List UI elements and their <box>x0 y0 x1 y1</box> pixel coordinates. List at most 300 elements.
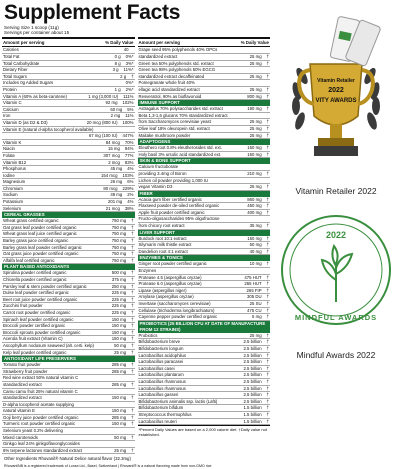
nutrient-amount: 2.5 billion <box>243 372 262 378</box>
nutrient-amount: 40 mg <box>249 248 262 254</box>
nutrient-dv: † <box>131 395 134 401</box>
nutrient-name: standardized extract <box>138 54 178 59</box>
awards-area <box>272 0 400 400</box>
trophy-brand: Vitamin Retailer <box>317 78 355 84</box>
nutrient-dv: 4% <box>127 166 134 172</box>
nutrient-name: Total Carbohydrate <box>3 60 40 66</box>
nutrient-amount: 2 mcg <box>108 159 120 165</box>
nutrient-name: Iron <box>3 113 11 119</box>
nutrient-dv: † <box>266 93 269 99</box>
nutrient-dv: † <box>266 223 269 229</box>
nutrient-amount: 2 g <box>120 73 127 79</box>
nutrient-amount: 250 mg <box>111 283 127 289</box>
nutrient-name: Bifidobacterium animalis ssp. lactis (Lafti) <box>138 398 218 404</box>
section-header: PROBIOTICS (25 BILLION CFU AT DATE OF MANUFACTURE FROM 12 STRAINS) <box>138 321 271 333</box>
nutrient-name: standardized extract <box>3 381 42 387</box>
nutrient-amount: 60 mg <box>110 106 123 112</box>
nutrient-dv: † <box>131 421 134 427</box>
nutrient-amount <box>127 375 129 381</box>
nutrient-row <box>138 353 271 360</box>
nutrient-name: from chicory root extract <box>138 223 185 229</box>
nutrient-amount: 50 mg <box>114 434 127 440</box>
nutrient-amount: 2 mg <box>110 113 121 119</box>
nutrient-dv <box>267 80 269 86</box>
nutrient-row <box>138 61 271 68</box>
nutrient-row <box>138 308 271 315</box>
nutrient-amount: 285 mg <box>111 362 127 368</box>
nutrient-name: Goji berry juice powder certified organic <box>3 414 79 420</box>
nutrient-row <box>2 323 135 330</box>
nutrient-name: Calcium fructoborate <box>138 164 179 170</box>
nutrient-dv <box>267 47 269 53</box>
nutrient-row <box>2 80 135 87</box>
nutrient-row <box>2 186 135 193</box>
nutrient-amount: 10 mg <box>249 261 262 267</box>
nutrient-name: Carrot root powder certified organic <box>3 309 71 315</box>
nutrient-dv: 83% <box>124 159 134 165</box>
nutrient-row <box>138 333 271 340</box>
nutrient-dv: 100% <box>122 119 134 125</box>
nutrient-name: Dietary Fiber <box>3 67 28 73</box>
nutrient-name: Vitamin B12 <box>3 159 27 165</box>
nutrient-row <box>138 216 271 223</box>
nutrient-dv: 2%* <box>125 86 134 92</box>
nutrient-name: Turmeric root powder certified organic <box>3 421 76 427</box>
nutrient-amount: 225 mg <box>111 290 127 296</box>
nutrient-row <box>2 94 135 101</box>
other-ingredients: Other Ingredients Rhovanil® Natural Delice natural flavor (32.3mg) <box>4 456 131 462</box>
nutrient-row <box>138 281 271 288</box>
nutrient-amount: 2.5 billion <box>243 385 262 391</box>
nutrient-name: Acerola fruit extract (Vitamin C) <box>3 336 63 342</box>
nutrient-amount: 25 mg <box>249 54 262 59</box>
nutrient-dv: † <box>266 372 269 378</box>
nutrient-row <box>138 268 271 275</box>
nutrient-dv: † <box>266 145 269 151</box>
nutrient-row <box>2 277 135 284</box>
nutrient-dv: † <box>131 218 134 224</box>
nutrient-name: Maitake mushroom powder <box>138 132 191 138</box>
nutrient-dv: † <box>266 314 269 320</box>
nutrient-row <box>138 412 271 419</box>
nutrient-name: Wheat grass leaf juice certified organic <box>3 231 77 237</box>
nutrient-dv: † <box>131 251 134 257</box>
nutrient-amount: 2.5 billion <box>243 359 262 365</box>
nutrient-row <box>138 249 271 256</box>
nutrient-amount <box>262 113 264 119</box>
nutrient-dv: † <box>266 151 269 157</box>
nutrient-amount: 5 mg <box>252 314 262 320</box>
nutrient-amount: 50 mg <box>114 342 127 348</box>
nutrient-name: Lactobacillus gasseri <box>138 392 179 398</box>
nutrient-dv: † <box>131 342 134 348</box>
nutrient-dv: † <box>266 398 269 404</box>
nutrient-amount: 150 mg <box>111 336 127 342</box>
nutrient-name: Bifidobacterium breve <box>138 339 181 345</box>
nutrient-row <box>138 405 271 412</box>
nutrient-name: Ginkgo leaf 24% ginkgoflavonglycosides <box>3 441 80 447</box>
nutrient-row <box>2 179 135 186</box>
nutrient-row <box>138 210 271 217</box>
nutrient-row <box>2 350 135 357</box>
nutrient-name: Beet root juice powder certified organic <box>3 296 78 302</box>
nutrient-name: Calcium <box>3 106 19 112</box>
nutrient-row <box>138 301 271 308</box>
nutrient-dv: † <box>266 405 269 411</box>
facts-columns <box>2 37 270 454</box>
nutrient-dv: 6% <box>127 179 134 185</box>
nutrient-row <box>2 120 135 127</box>
nutrient-row <box>138 119 271 126</box>
nutrient-dv: † <box>266 196 269 202</box>
nutrient-dv: † <box>266 274 269 280</box>
nutrient-dv: † <box>266 392 269 398</box>
nutrient-name: Cellulase (trichoderma longibrachiatum) <box>138 307 215 313</box>
nutrient-amount: 750 mg <box>111 218 127 224</box>
nutrient-dv: † <box>266 54 269 59</box>
nutrient-row <box>2 441 135 448</box>
nutrient-dv <box>132 127 134 133</box>
nutrient-dv: † <box>131 316 134 322</box>
nutrient-dv: † <box>266 411 269 417</box>
nutrient-row <box>138 106 271 113</box>
nutrient-amount: 475 HUT <box>244 274 262 280</box>
nutrient-row <box>138 242 271 249</box>
nutrient-row <box>138 197 271 204</box>
nutrient-amount: 285 mg <box>111 414 127 420</box>
section-header: ADAPTOGENS <box>138 139 271 145</box>
nutrient-dv <box>267 113 269 119</box>
nutrient-dv <box>132 428 134 434</box>
nutrient-amount: 225 mg <box>111 296 127 302</box>
nutrient-amount: 15 mg <box>107 146 120 152</box>
nutrient-dv: † <box>266 60 269 66</box>
nutrient-dv: † <box>131 257 134 263</box>
nutrient-amount: 67 mg (100 IU) <box>88 133 118 139</box>
nutrient-dv: 11% <box>125 113 134 119</box>
nutrient-dv <box>132 47 134 53</box>
nutrient-dv: † <box>266 307 269 313</box>
nutrient-dv <box>132 389 134 395</box>
nutrient-row <box>2 343 135 350</box>
nutrient-name: Folate <box>3 152 15 158</box>
nutrient-amount: 305 DU <box>247 294 262 300</box>
nutrient-name: Holy basil 3% ursolic acid standardized ext. <box>138 151 222 157</box>
nutrient-name: Silymarin milk thistle extract <box>138 242 192 248</box>
nutrient-name: Ascophyllum nodosum seaweed (alt. certi. kelp) <box>3 342 94 348</box>
left-column <box>2 37 135 454</box>
nutrient-row <box>2 67 135 74</box>
nutrient-row <box>138 184 271 191</box>
nutrient-dv: † <box>131 270 134 276</box>
nutrient-name: Vitamin E (natural d-alpha tocopherol available) <box>3 126 94 132</box>
nutrient-amount: 450 mg <box>247 203 262 209</box>
nutrient-name: Potassium <box>3 199 24 205</box>
nutrient-dv: † <box>266 345 269 351</box>
nutrient-name: Resveratrol, 90% as bioflavonoid <box>138 93 202 99</box>
nutrient-dv: † <box>266 332 269 338</box>
nutrient-amount <box>262 80 264 86</box>
nutrient-name: 6% terpene lactones standardized extract <box>3 447 83 453</box>
trophy-icon <box>272 6 400 186</box>
nutrient-name: Sodium <box>3 192 18 198</box>
nutrient-row <box>138 54 271 61</box>
nutrient-amount: 2.5 billion <box>243 345 262 351</box>
nutrient-row <box>2 153 135 160</box>
nutrient-row <box>2 389 135 396</box>
nutrient-amount <box>262 178 264 184</box>
nutrient-amount: 40 <box>123 47 129 53</box>
nutrient-row <box>138 80 271 87</box>
mindful-seal-icon <box>272 202 400 342</box>
nutrient-row <box>138 47 271 54</box>
nutrient-row <box>2 297 135 304</box>
nutrient-name: Bifidobacterium bifidum <box>138 405 184 411</box>
nutrient-amount <box>127 127 129 133</box>
nutrient-dv: † <box>266 248 269 254</box>
nutrient-row <box>138 74 271 81</box>
nutrient-row <box>2 140 135 147</box>
seal-year: 2022 <box>325 230 347 240</box>
nutrient-row <box>2 100 135 107</box>
nutrient-row <box>138 314 271 321</box>
nutrient-name: Lactobacillus paracasei <box>138 359 184 365</box>
nutrient-row <box>2 231 135 238</box>
nutrient-dv: 3%* <box>125 60 134 66</box>
nutrient-dv: † <box>266 203 269 209</box>
nutrient-dv: † <box>266 209 269 215</box>
nutrient-amount: 750 mg <box>111 224 127 230</box>
nutrient-name: Lipase (aspergillus niger) <box>138 287 187 293</box>
nutrient-amount <box>262 164 264 170</box>
nutrient-name: Protease 6.0 (aspergillus oryzae) <box>138 281 202 287</box>
nutrient-dv: † <box>131 323 134 329</box>
nutrient-name: Vitamin A (60% as beta-carotene) <box>3 93 67 99</box>
nutrient-name: Wheat grass certified organic <box>3 218 59 224</box>
nutrient-row <box>2 402 135 409</box>
nutrient-row <box>2 408 135 415</box>
nutrient-amount: 150 mg <box>247 235 262 241</box>
nutrient-name: Camu camu fruit 25% natural vitamin C <box>3 388 78 394</box>
nutrient-name: Grape seed 95% polyphenols 40% OPCs <box>138 47 218 53</box>
nutrient-dv: † <box>131 290 134 296</box>
nutrient-dv <box>132 441 134 447</box>
nutrient-dv: † <box>266 125 269 131</box>
trademark-note: RhovanilNB is a registered trademark of Lonza Ltd., Basel, Switzerland | Rhovanil® is a natural flavoring made from non-GMO rice <box>4 463 212 468</box>
nutrient-amount: 25 mg <box>249 184 262 190</box>
nutrient-dv <box>132 375 134 381</box>
trophy-year: 2022 <box>328 87 344 94</box>
nutrient-amount: 190 mg <box>247 106 262 112</box>
nutrient-name: Lactobacillus rhamnosus <box>138 378 186 384</box>
nutrient-amount: 21 mcg <box>105 205 120 211</box>
nutrient-row <box>2 113 135 120</box>
nutrient-row <box>2 428 135 435</box>
nutrient-name: Selenium <box>3 205 21 211</box>
nutrient-amount: 1.5 billion <box>243 418 262 424</box>
nutrient-dv: † <box>131 447 134 453</box>
nutrient-dv: † <box>266 73 269 79</box>
dv-header: % Daily Value <box>240 40 269 46</box>
nutrient-dv: † <box>266 294 269 300</box>
nutrient-dv: † <box>131 381 134 387</box>
nutrient-row <box>2 127 135 134</box>
nutrient-row <box>2 160 135 167</box>
supplement-facts-panel <box>2 1 270 468</box>
nutrient-row <box>138 366 271 373</box>
nutrient-row <box>138 379 271 386</box>
nutrient-dv <box>267 216 269 222</box>
nutrient-amount: 80 mcg <box>103 185 118 191</box>
nutrient-amount: 500 mg <box>111 270 127 276</box>
nutrient-row <box>138 419 271 426</box>
nutrient-name: Acacia gum fiber certified organic <box>138 196 203 202</box>
nutrient-name: Apple fruit powder certified organic <box>138 209 205 215</box>
nutrient-row <box>2 146 135 153</box>
nutrient-dv: † <box>266 119 269 125</box>
nutrient-dv: † <box>131 368 134 374</box>
nutrient-name: from Saccharomyces cerevisiae yeast <box>138 119 211 125</box>
nutrient-name: Astragalus 70% polysaccharides std. extract <box>138 106 223 112</box>
nutrient-dv: † <box>131 309 134 315</box>
nutrient-amount: 35 mg <box>249 223 262 229</box>
column-header <box>138 39 271 47</box>
nutrient-row <box>2 270 135 277</box>
nutrient-dv: 102% <box>122 100 134 106</box>
nutrient-amount: 750 mg <box>111 257 127 263</box>
nutrient-name: Green tea 50% polyphenols std. extract <box>138 60 214 66</box>
nutrient-dv: † <box>266 106 269 112</box>
nutrient-row <box>2 166 135 173</box>
nutrient-amount <box>262 67 264 73</box>
nutrient-dv: † <box>131 362 134 368</box>
nutrient-row <box>2 336 135 343</box>
nutrient-amount: 154 mcg <box>101 172 118 178</box>
nutrient-amount: 1.5 billion <box>243 411 262 417</box>
nutrient-name: Red wine extract 50% natural vitamin C <box>3 375 79 381</box>
nutrient-dv: 229% <box>122 185 134 191</box>
nutrient-name: Broccoli powder certified organic <box>3 323 66 329</box>
section-header: SKIN & BONE SUPPORT <box>138 158 271 164</box>
nutrient-amount: 150 mg <box>247 145 262 151</box>
nutrient-row <box>2 238 135 245</box>
nutrient-name: Ginger root powder certified organic <box>138 261 207 267</box>
nutrient-name: Tomato fruit powder <box>3 362 41 368</box>
nutrient-name: Total Sugars <box>3 73 27 79</box>
nutrient-row <box>2 74 135 81</box>
nutrient-name: Lactobacillus plantarum <box>138 372 184 378</box>
nutrient-name: Chromium <box>3 185 23 191</box>
nutrient-name: Niacin <box>3 146 15 152</box>
nutrient-dv: 77% <box>124 152 134 158</box>
nutrient-amount: 25 mg <box>249 119 262 125</box>
nutrient-row <box>138 386 271 393</box>
footnote: *Percent Daily Values are based on a 2,000 calorie diet. †Daily value not established. <box>138 425 271 438</box>
section-header: PLANT BASED ANTIOXIDANTS <box>2 264 135 270</box>
nutrient-amount: 25 mg <box>249 86 262 92</box>
nutrient-amount <box>262 268 264 274</box>
nutrient-dv: † <box>266 242 269 248</box>
nutrient-dv: † <box>131 336 134 342</box>
nutrient-row <box>2 107 135 114</box>
nutrient-amount: 285 mg <box>111 381 127 387</box>
nutrient-amount: 860 mg <box>247 196 262 202</box>
nutrient-amount: 25 mg <box>249 60 262 66</box>
nutrient-name: Broccoli sprouts powder certified organic <box>3 329 81 335</box>
nutrient-name: Beta 1,3-1,6 glucans 70% standardized extract <box>138 112 228 118</box>
nutrient-name: Bifidobacterium longum <box>138 345 184 351</box>
nutrient-name: Alfalfa leaf certified organic <box>3 257 55 263</box>
nutrient-row <box>138 178 271 185</box>
section-header: ANTIOXIDANT LIFE PRESERVERS <box>2 356 135 362</box>
nutrient-name: Kelp leaf powder certified organic <box>3 349 67 355</box>
nutrient-dv: † <box>131 238 134 244</box>
nutrient-name: Probiotics <box>138 332 158 338</box>
nutrient-row <box>2 192 135 199</box>
nutrient-dv: 11%* <box>123 67 134 73</box>
nutrient-name: Eleuthero root 0.8% eleutherosides std. ext. <box>138 145 222 151</box>
nutrient-amount: 265 FIP <box>246 287 262 293</box>
nutrient-dv <box>267 164 269 170</box>
nutrient-amount: 8 g <box>114 60 121 66</box>
nutrient-dv: † <box>131 349 134 355</box>
nutrient-amount: 1 mg (3,000 IU) <box>88 93 119 99</box>
nutrient-amount: 92 mg <box>105 100 118 106</box>
nutrient-row <box>2 199 135 206</box>
nutrient-amount: 400 mg <box>247 209 262 215</box>
nutrient-dv: † <box>266 184 269 190</box>
nutrient-dv: 0%* <box>125 80 134 86</box>
nutrient-amount: 2.5 billion <box>243 339 262 345</box>
nutrient-name: Chlorella powder certified organic <box>3 277 67 282</box>
nutrient-row <box>2 284 135 291</box>
nutrient-dv: 103% <box>122 172 134 178</box>
nutrient-name: standardized extract decaffeinated <box>138 73 205 79</box>
nutrient-dv <box>132 402 134 408</box>
nutrient-dv: † <box>266 86 269 92</box>
nutrient-name: Lactobacillus rhamnosus <box>138 385 186 391</box>
nutrient-dv: † <box>131 224 134 230</box>
nutrient-dv: † <box>131 414 134 420</box>
section-header: FIBER <box>138 191 271 197</box>
nutrient-name: Includes 0g Added Sugars <box>3 80 54 86</box>
nutrient-name: Vitamin K <box>3 139 22 145</box>
nutrient-name: Olive leaf 18% oleuropein std. extract <box>138 125 210 131</box>
nutrient-amount <box>127 389 129 395</box>
nutrient-dv <box>267 67 269 73</box>
nutrient-row <box>2 317 135 324</box>
nutrient-name: Pomegranate whole fruit 40% <box>138 80 195 86</box>
nutrient-dv: 0%* <box>125 54 134 59</box>
nutrient-name: Lactobacillus reuteri <box>138 418 177 424</box>
nutrient-amount: 225 mg <box>111 303 127 309</box>
nutrient-amount: 2.5 billion <box>243 398 262 404</box>
nutrient-amount: 750 mg <box>111 244 127 250</box>
nutrient-amount: 750 mg <box>111 238 127 244</box>
nutrient-row <box>2 448 135 455</box>
nutrient-row <box>2 362 135 369</box>
nutrient-row <box>138 288 271 295</box>
nutrient-name: Calories <box>3 47 19 53</box>
nutrient-row <box>2 133 135 140</box>
nutrient-name: Protein <box>3 86 17 92</box>
nutrient-amount <box>262 47 264 53</box>
nutrient-row <box>138 133 271 140</box>
nutrient-dv: † <box>266 418 269 424</box>
nutrient-name: Spirulina powder certified organic <box>3 270 67 276</box>
nutrient-name: D-alpha tocopherol acetate supplying <box>3 401 74 407</box>
nutrient-row <box>2 421 135 428</box>
